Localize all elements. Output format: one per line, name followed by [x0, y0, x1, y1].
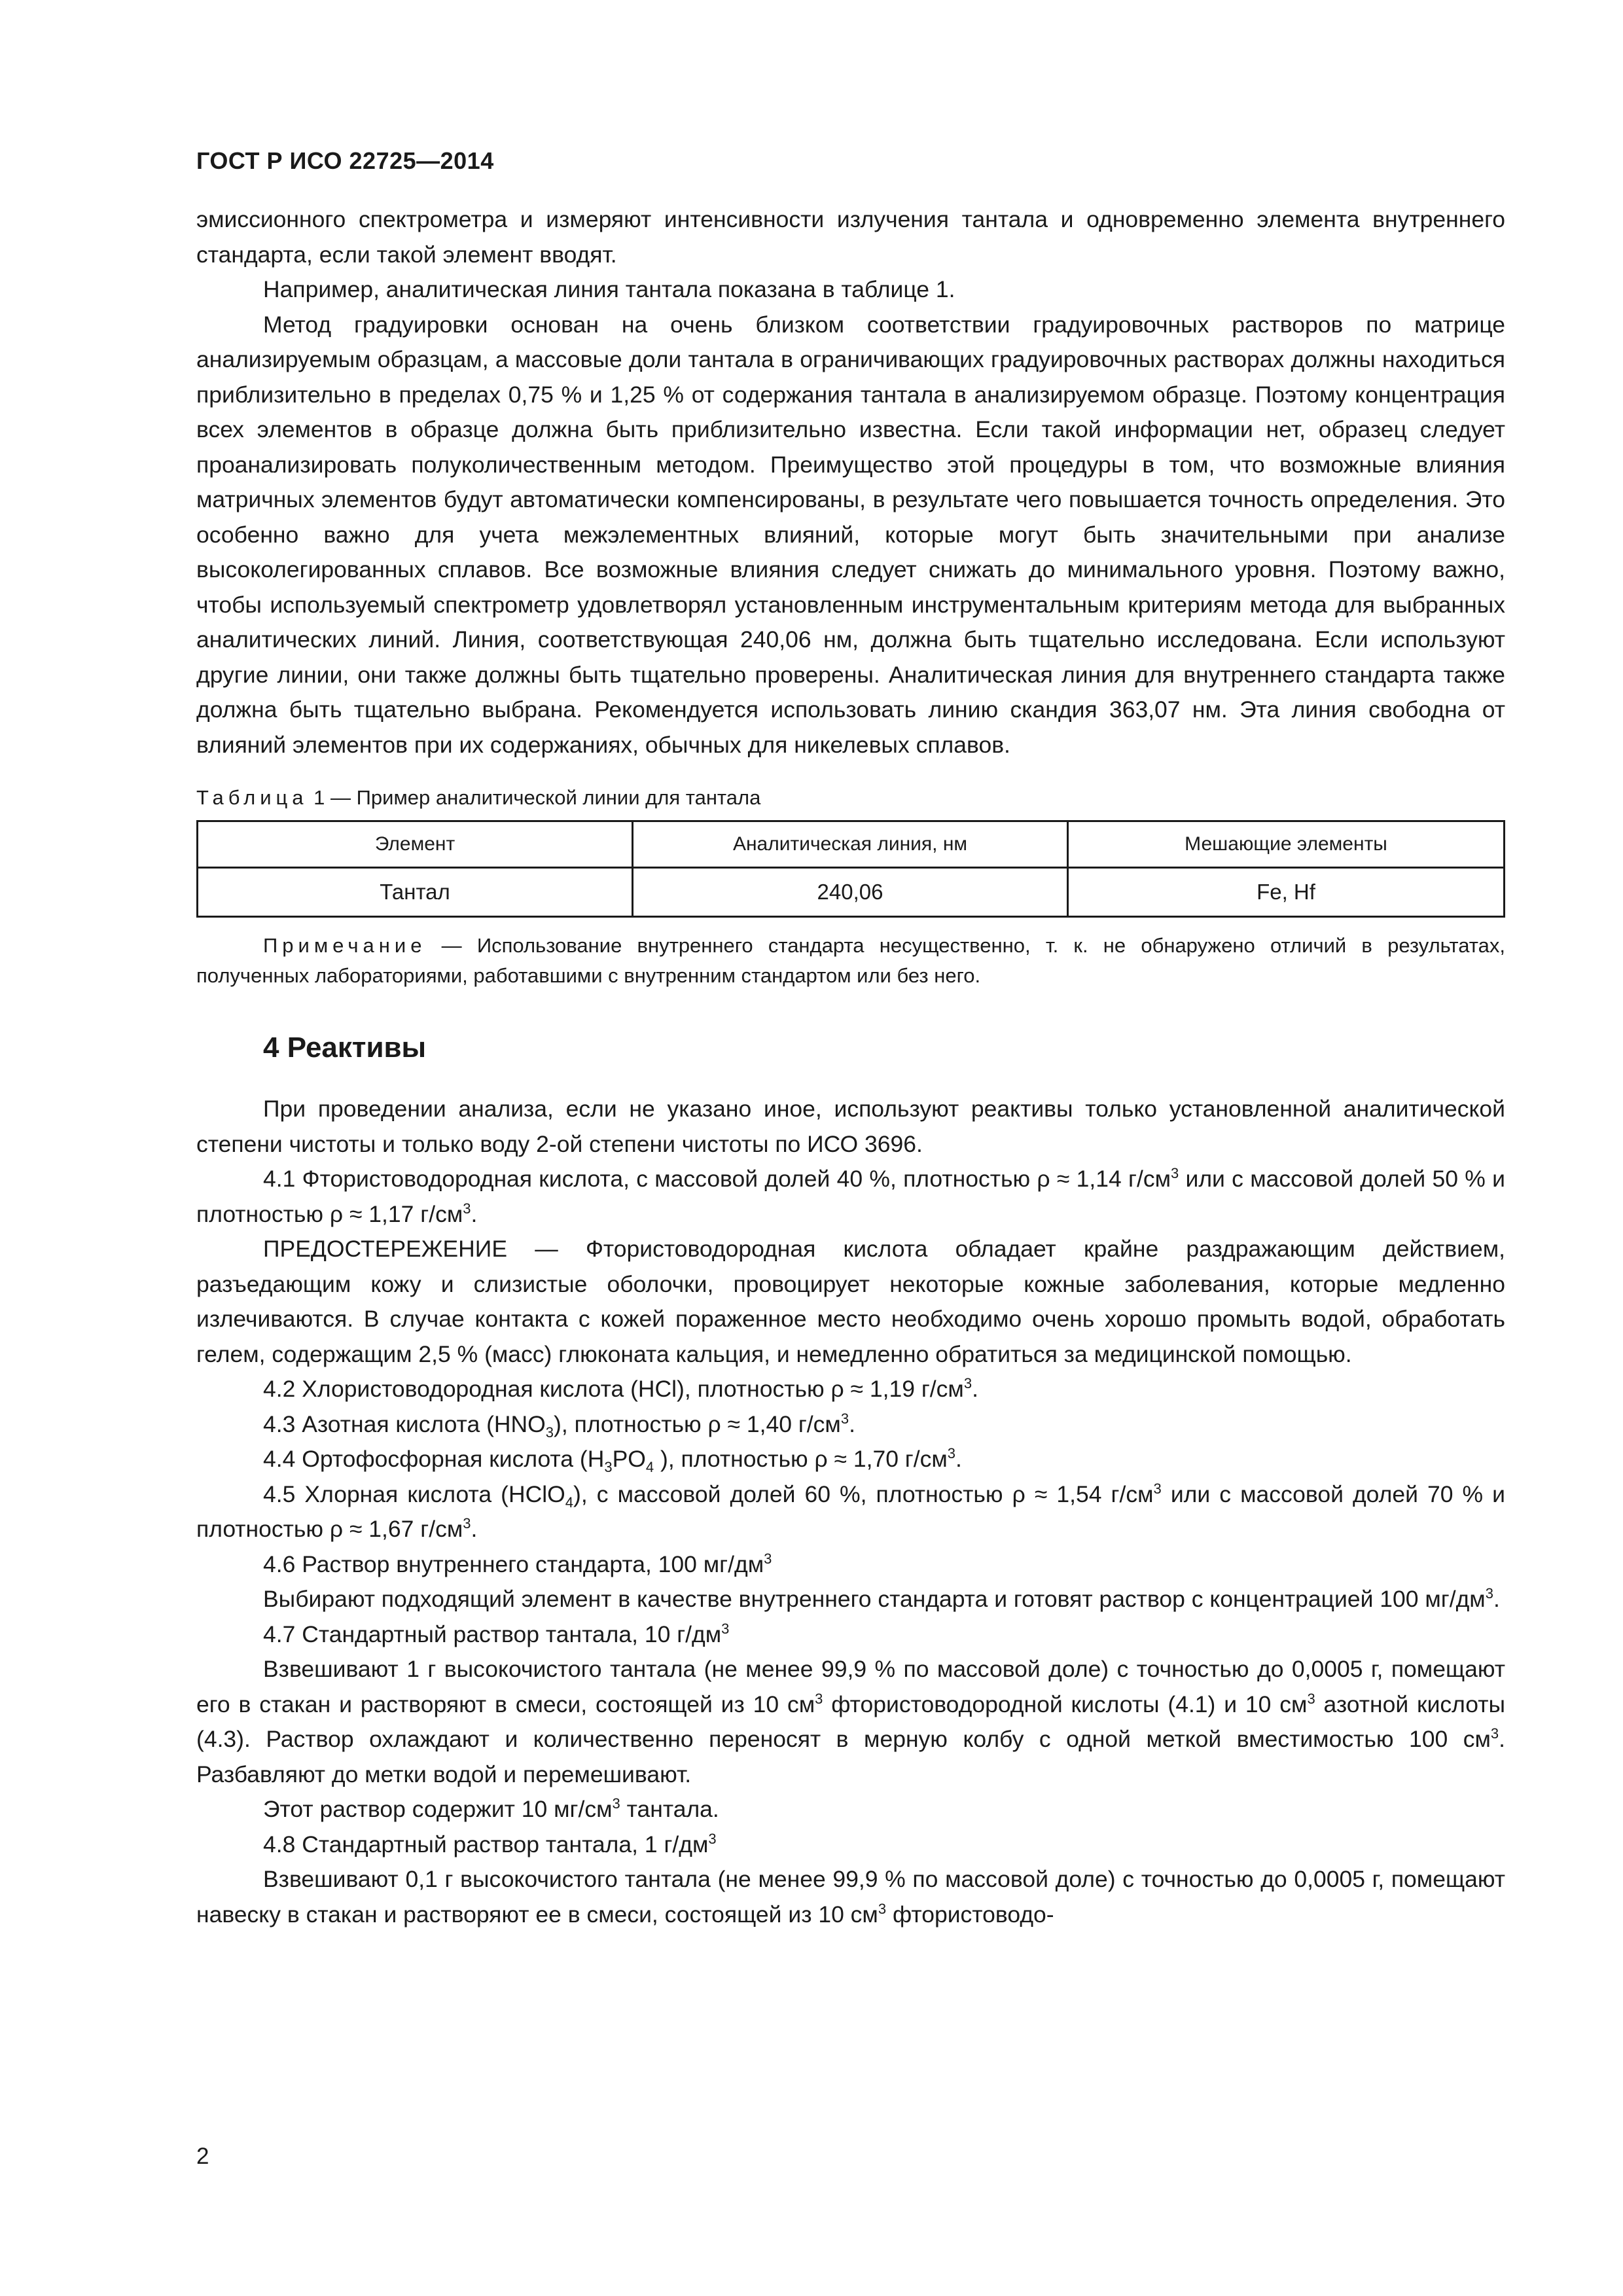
table-row: [198, 868, 1505, 917]
paragraph-table-ref: Например, аналитическая линия тантала показана в таблице 1.: [263, 276, 955, 302]
reagent-4-5: 4.5 Хлорная кислота (HClO$_4$), с массовой долей 60 %, плотностью ρ ≈ 1,54 $г/см^3$ или с массовой долей 70 % и плотностью ρ ≈ 1,67 $г/см^3$.: [196, 1480, 1505, 1542]
reagent-4-6: 4.6 Раствор внутреннего стандарта, 100 $мг/дм^3$: [263, 1550, 772, 1577]
reagent-4-8: 4.8 Стандартный раствор тантала, 1 $г/дм^3$: [263, 1830, 717, 1857]
warning-paragraph: ПРЕДОСТЕРЕЖЕНИЕ — Фтористоводородная кислота обладает крайне раздражающим действием, разъедающим кожу и слизистые оболочки, провоцирует некоторые кожные заболевания, которые медленно излечиваются. В случае контакта с кожей пораженное место необходимо очень хорошо промыть водой, обработать гелем, содержащим 2,5 % (масс) глюконата кальция, и немедленно обратиться за медицинской помощью.: [196, 1236, 1505, 1367]
reagent-4-3: 4.3 Азотная кислота $(HNO_3)$, плотностью ρ ≈ 1,40 $г/см^3$.: [263, 1410, 855, 1441]
reagent-4-7: 4.7 Стандартный раствор тантала, 10 $г/дм^3$: [263, 1620, 730, 1647]
table-note: Примечание — Использование внутреннего стандарта несущественно, т. к. не обнаружено отличий в результатах, полученных лабораториями, работавшими с внутренним стандартом или без него.: [196, 934, 1505, 987]
reagent-4-6-body: Выбирают подходящий элемент в качестве внутреннего стандарта и готовят раствор с концентрацией 100 $мг/дм^3$.: [263, 1585, 1500, 1612]
table-header-line: Аналитическая линия, нм: [633, 821, 1068, 868]
reagent-4-7-body: Взвешивают 1 г высокочистого тантала (не менее 99,9 % по массовой доле) с точностью до 0,0005 г, помещают его в стакан и растворяют в смеси, состоящей из 10 $см^3$ фтористоводородной кислоты (4.1) и 10 $см^3$ азотной кислоты (4.3). Раствор охлаждают и количественно переносят в мерную колбу с одной меткой вместимостью 100 $см^3$. Разбавляют до метки водой и перемешивают.: [196, 1656, 1505, 1787]
reagents-intro: При проведении анализа, если не указано иное, используют реактивы только установленной аналитической степени чистоты и только воду 2-ой степени чистоты по ИСО 3696.: [196, 1096, 1505, 1157]
reagent-4-2: 4.2 Хлористоводородная кислота (HCl), плотностью ρ ≈ 1,19 $г/см^3$.: [263, 1375, 978, 1402]
reagent-4-8-body: Взвешивают 0,1 г высокочистого тантала (не менее 99,9 % по массовой доле) с точностью до 0,0005 г, помещают навеску в стакан и растворяют ее в смеси, состоящей из 10 $см^3$ фтористоводо-: [196, 1866, 1505, 1928]
table-cell-line: 240,06: [633, 868, 1068, 917]
table-cell-element: Тантал: [198, 868, 633, 917]
paragraph-method: Метод градуировки основан на очень близком соответствии градуировочных растворов по матрице анализируемым образцам, а массовые доли тантала в ограничивающих градуировочных растворах должны находиться приблизительно в пределах 0,75 % и 1,25 % от содержания тантала в анализируемом образце. Поэтому концентрация всех элементов в образце должна быть приблизительно известна. Если такой информации нет, образец следует проанализировать полуколичественным методом. Преимущество этой процедуры в том, что возможные влияния матричных элементов будут автоматически компенсированы, в результате чего повышается точность определения. Это особенно важно для учета межэлементных влияний, которые могут быть значительными при анализе высоколегированных сплавов. Все возможные влияния следует снижать до минимального уровня. Поэтому важно, чтобы используемый спектрометр удовлетворял установленным инструментальным критериям метода для выбранных аналитических линий. Линия, соответствующая 240,06 нм, должна быть тщательно исследована. Если используют другие линии, они также должны быть тщательно проверены. Аналитическая линия для внутреннего стандарта также должна быть тщательно выбрана. Рекомендуется использовать линию скандия 363,07 нм. Эта линия свободна от влияний элементов при их содержаниях, обычных для никелевых сплавов.: [196, 311, 1505, 758]
document-page: [196, 147, 1505, 1932]
reagent-4-1: 4.1 Фтористоводородная кислота, с массовой долей 40 %, плотностью ρ ≈ 1,14 $г/см^3$ или с массовой долей 50 % и плотностью ρ ≈ 1,17 $г/см^3$.: [196, 1165, 1505, 1227]
analytical-line-table: [196, 820, 1505, 918]
table-caption: Таблица 1 — Пример аналитической линии для тантала: [196, 786, 761, 809]
paragraph-continuation: эмиссионного спектрометра и измеряют интенсивности излучения тантала и одновременно элемента внутреннего стандарта, если такой элемент вводят.: [196, 206, 1505, 268]
page-number: 2: [196, 2144, 209, 2169]
section-title: 4 Реактивы: [263, 1031, 427, 1064]
table-header-interfering: Мешающие элементы: [1068, 821, 1505, 868]
reagent-4-4: 4.4 Ортофосфорная кислота ($H_3PO_4$ ), плотностью ρ ≈ 1,70 $г/см^3$.: [263, 1445, 962, 1476]
table-cell-interfering: Fe, Hf: [1068, 868, 1505, 917]
reagent-4-7-contains: Этот раствор содержит 10 $мг/см^3$ тантала.: [263, 1795, 719, 1822]
table-header-element: Элемент: [198, 821, 633, 868]
document-header: ГОСТ Р ИСО 22725—2014: [196, 147, 494, 174]
table-header-row: [198, 821, 1505, 868]
